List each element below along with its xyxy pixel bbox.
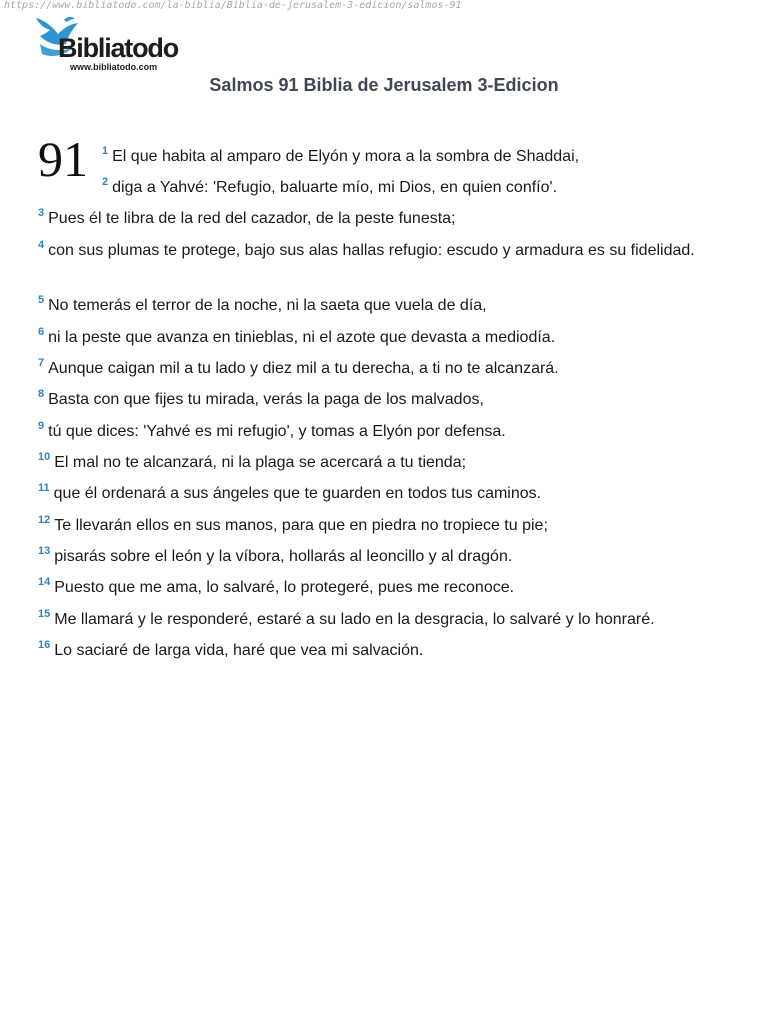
- bibliatodo-logo[interactable]: [34, 14, 194, 78]
- verse-text: Lo saciaré de larga vida, haré que vea mi salvación.: [54, 642, 424, 659]
- verse-text: Aunque caigan mil a tu lado y diez mil a tu derecha, a ti no te alcanzará.: [48, 360, 559, 377]
- verse-number: 16: [38, 639, 51, 651]
- verse: [38, 382, 728, 412]
- verse: [38, 476, 728, 506]
- verse-number: 1: [102, 145, 109, 157]
- verse-number: 9: [38, 420, 45, 432]
- verse: [102, 170, 728, 200]
- verse-number: 4: [38, 239, 45, 251]
- verse-number: 7: [38, 357, 45, 369]
- verse: [38, 288, 728, 318]
- logo-url: www.bibliatodo.com: [70, 62, 158, 72]
- verse-text: pisarás sobre el león y la víbora, hollarás al leoncillo y al dragón.: [54, 548, 513, 565]
- verse: [38, 570, 728, 600]
- verse-text: Pues él te libra de la red del cazador, de la peste funesta;: [48, 210, 456, 227]
- verse-text: El que habita al amparo de Elyón y mora a la sombra de Shaddai,: [112, 148, 580, 165]
- source-url: https://www.bibliatodo.com/la-biblia/Biblia-de-jerusalem-3-edicion/salmos-91: [4, 0, 462, 11]
- verse-number: 5: [38, 294, 45, 306]
- page-title: Salmos 91 Biblia de Jerusalem 3-Edicion: [209, 75, 559, 95]
- logo-text: Bibliatodo: [58, 33, 178, 63]
- verse: [102, 139, 728, 169]
- verse: [38, 233, 728, 263]
- verse: [38, 445, 728, 475]
- chapter-number: 91: [38, 131, 88, 187]
- verse-text: Te llevarán ellos en sus manos, para que en piedra no tropiece tu pie;: [54, 517, 548, 534]
- verse: [38, 508, 728, 538]
- verse-number: 8: [38, 388, 45, 400]
- verse: [38, 201, 728, 231]
- verse-text: Me llamará y le responderé, estaré a su lado en la desgracia, lo salvaré y lo honraré.: [54, 611, 655, 628]
- verse-number: 3: [38, 207, 45, 219]
- verse-text: ni la peste que avanza en tinieblas, ni el azote que devasta a mediodía.: [48, 329, 556, 346]
- verse-text: Puesto que me ama, lo salvaré, lo protegeré, pues me reconoce.: [54, 579, 515, 596]
- verse: [38, 539, 728, 569]
- verse-text: El mal no te alcanzará, ni la plaga se acercará a tu tienda;: [54, 454, 467, 471]
- verse: [38, 320, 728, 350]
- verse-text: que él ordenará a sus ángeles que te guarden en todos tus caminos.: [53, 485, 542, 502]
- verse-text: con sus plumas te protege, bajo sus alas hallas refugio: escudo y armadura es su fidelidad.: [48, 242, 695, 259]
- verse-number: 14: [38, 576, 51, 588]
- verse-number: 12: [38, 514, 51, 526]
- verse-text: No temerás el terror de la noche, ni la saeta que vuela de día,: [48, 297, 487, 314]
- verse-number: 15: [38, 608, 51, 620]
- verse: [38, 633, 728, 663]
- verse-number: 11: [38, 482, 50, 494]
- verse-text: tú que dices: 'Yahvé es mi refugio', y tomas a Elyón por defensa.: [48, 423, 506, 440]
- verse-text: Basta con que fijes tu mirada, verás la paga de los malvados,: [48, 391, 484, 408]
- verse-text: diga a Yahvé: 'Refugio, baluarte mío, mi Dios, en quien confío'.: [112, 179, 558, 196]
- verse-number: 6: [38, 326, 45, 338]
- verse-number: 10: [38, 451, 51, 463]
- verse-number: 13: [38, 545, 51, 557]
- verse-number: 2: [102, 176, 109, 188]
- verse: [38, 414, 728, 444]
- verse: [38, 602, 728, 632]
- verse: [38, 351, 728, 381]
